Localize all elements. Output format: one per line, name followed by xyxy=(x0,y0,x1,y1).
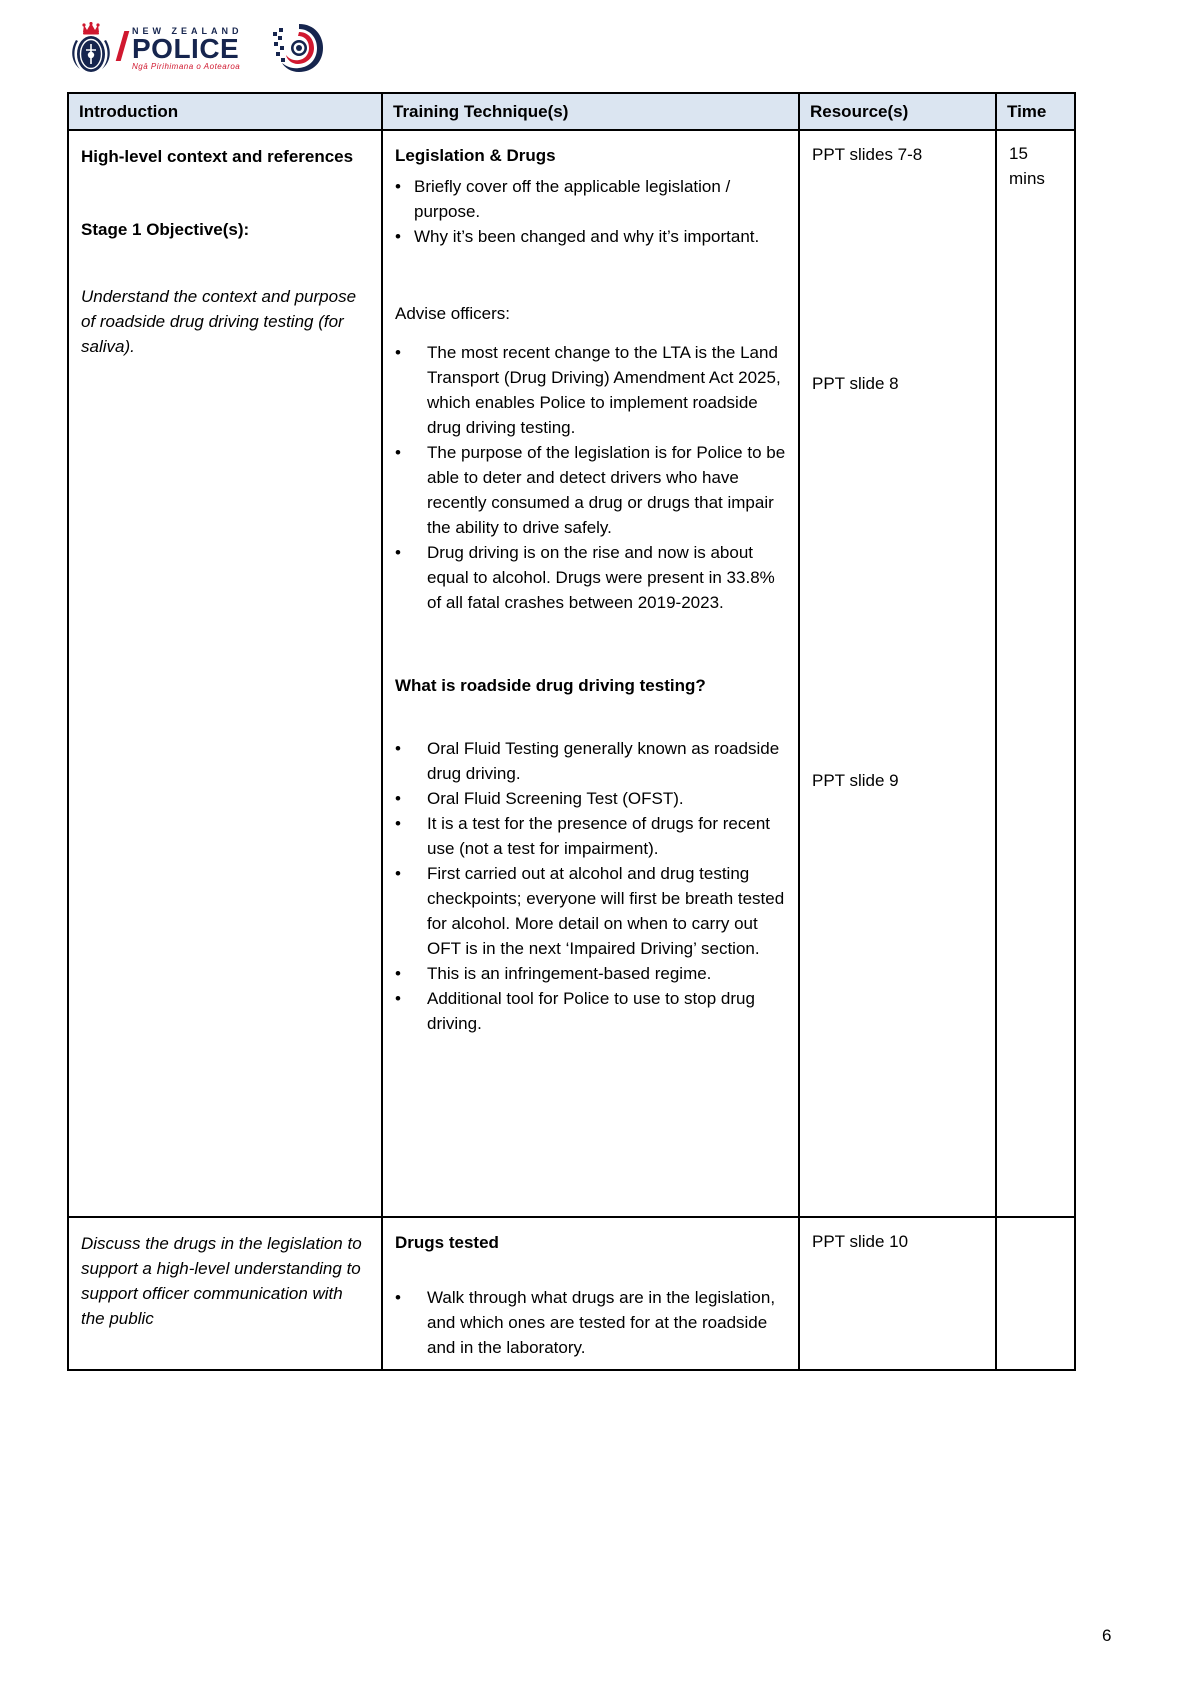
objective-text: Discuss the drugs in the legislation to support a high-level understanding to support officer communication with the public xyxy=(81,1234,362,1328)
bullet-item: • It is a test for the presence of drugs for recent use (not a test for impairment). xyxy=(395,811,786,861)
testing-bullet-list xyxy=(395,736,786,1036)
resources-cell xyxy=(799,130,996,1217)
training-heading: Legislation & Drugs xyxy=(395,146,556,165)
advise-officers-label: Advise officers: xyxy=(395,304,510,323)
intro-heading: High-level context and references xyxy=(81,147,354,166)
bullet-item: • Additional tool for Police to use to stop drug driving. xyxy=(395,986,786,1036)
logo-top-text: NEW ZEALAND xyxy=(132,25,243,36)
logo-main-text: POLICE xyxy=(132,32,240,64)
lesson-plan-table xyxy=(67,92,1076,1371)
introduction-cell xyxy=(68,1217,382,1370)
bullet-item: • The purpose of the legislation is for Police to be able to deter and detect drivers who have recently consumed a drug or drugs that impair the ability to drive safely. xyxy=(395,440,786,540)
police-logo-text xyxy=(132,26,243,71)
advise-bullet-list xyxy=(395,340,786,615)
nz-police-logo xyxy=(68,22,243,74)
resource-ref: PPT slides 7-8 xyxy=(812,145,923,164)
bullet-item: • Why it’s been changed and why it’s important. xyxy=(395,224,786,249)
time-value: 15 mins xyxy=(1009,144,1045,188)
bullet-item: • First carried out at alcohol and drug testing checkpoints; everyone will first be breath tested for alcohol. More detail on when to carry out OFT is in the next ‘Impaired Driving’ section. xyxy=(395,861,786,961)
training-cell xyxy=(382,130,799,1217)
logo-sub-text: Ngā Pirihimana o Aotearoa xyxy=(132,61,241,71)
column-header-introduction: Introduction xyxy=(68,93,382,130)
training-cell xyxy=(382,1217,799,1370)
bullet-item: • Briefly cover off the applicable legislation / purpose. xyxy=(395,174,786,224)
koru-emblem-icon xyxy=(269,22,325,74)
column-header-training-techniques: Training Technique(s) xyxy=(382,93,799,130)
bullet-item: • Drug driving is on the rise and now is about equal to alcohol. Drugs were present in 33.8% of all fatal crashes between 2019-2023. xyxy=(395,540,786,615)
table-row xyxy=(68,130,1075,1217)
training-bullet-list xyxy=(395,1285,786,1360)
objectives-heading: Stage 1 Objective(s): xyxy=(81,220,250,239)
bullet-item: • This is an infringement-based regime. xyxy=(395,961,786,986)
page-header xyxy=(68,22,325,74)
column-header-time: Time xyxy=(996,93,1075,130)
table-row xyxy=(68,1217,1075,1370)
bullet-item: • Walk through what drugs are in the legislation, and which ones are tested for at the roadside and in the laboratory. xyxy=(395,1285,786,1360)
logo-slash xyxy=(116,31,130,61)
bullet-item: • Oral Fluid Testing generally known as roadside drug driving. xyxy=(395,736,786,786)
resources-cell xyxy=(799,1217,996,1370)
introduction-cell xyxy=(68,130,382,1217)
police-crest-icon xyxy=(68,22,114,74)
time-cell xyxy=(996,130,1075,1217)
page-number: 6 xyxy=(1102,1626,1112,1645)
bullet-item: • The most recent change to the LTA is the Land Transport (Drug Driving) Amendment Act 2025, which enables Police to implement roadside drug driving testing. xyxy=(395,340,786,440)
question-heading: What is roadside drug driving testing? xyxy=(395,676,706,695)
resource-ref: PPT slide 9 xyxy=(812,771,899,790)
bullet-item: • Oral Fluid Screening Test (OFST). xyxy=(395,786,786,811)
training-bullet-list xyxy=(395,174,786,249)
time-cell xyxy=(996,1217,1075,1370)
column-header-resources: Resource(s) xyxy=(799,93,996,130)
resource-ref: PPT slide 10 xyxy=(812,1232,909,1251)
training-heading: Drugs tested xyxy=(395,1233,499,1252)
objective-text: Understand the context and purpose of roadside drug driving testing (for saliva). xyxy=(81,287,357,356)
table-header-row xyxy=(68,93,1075,130)
resource-ref: PPT slide 8 xyxy=(812,374,899,393)
